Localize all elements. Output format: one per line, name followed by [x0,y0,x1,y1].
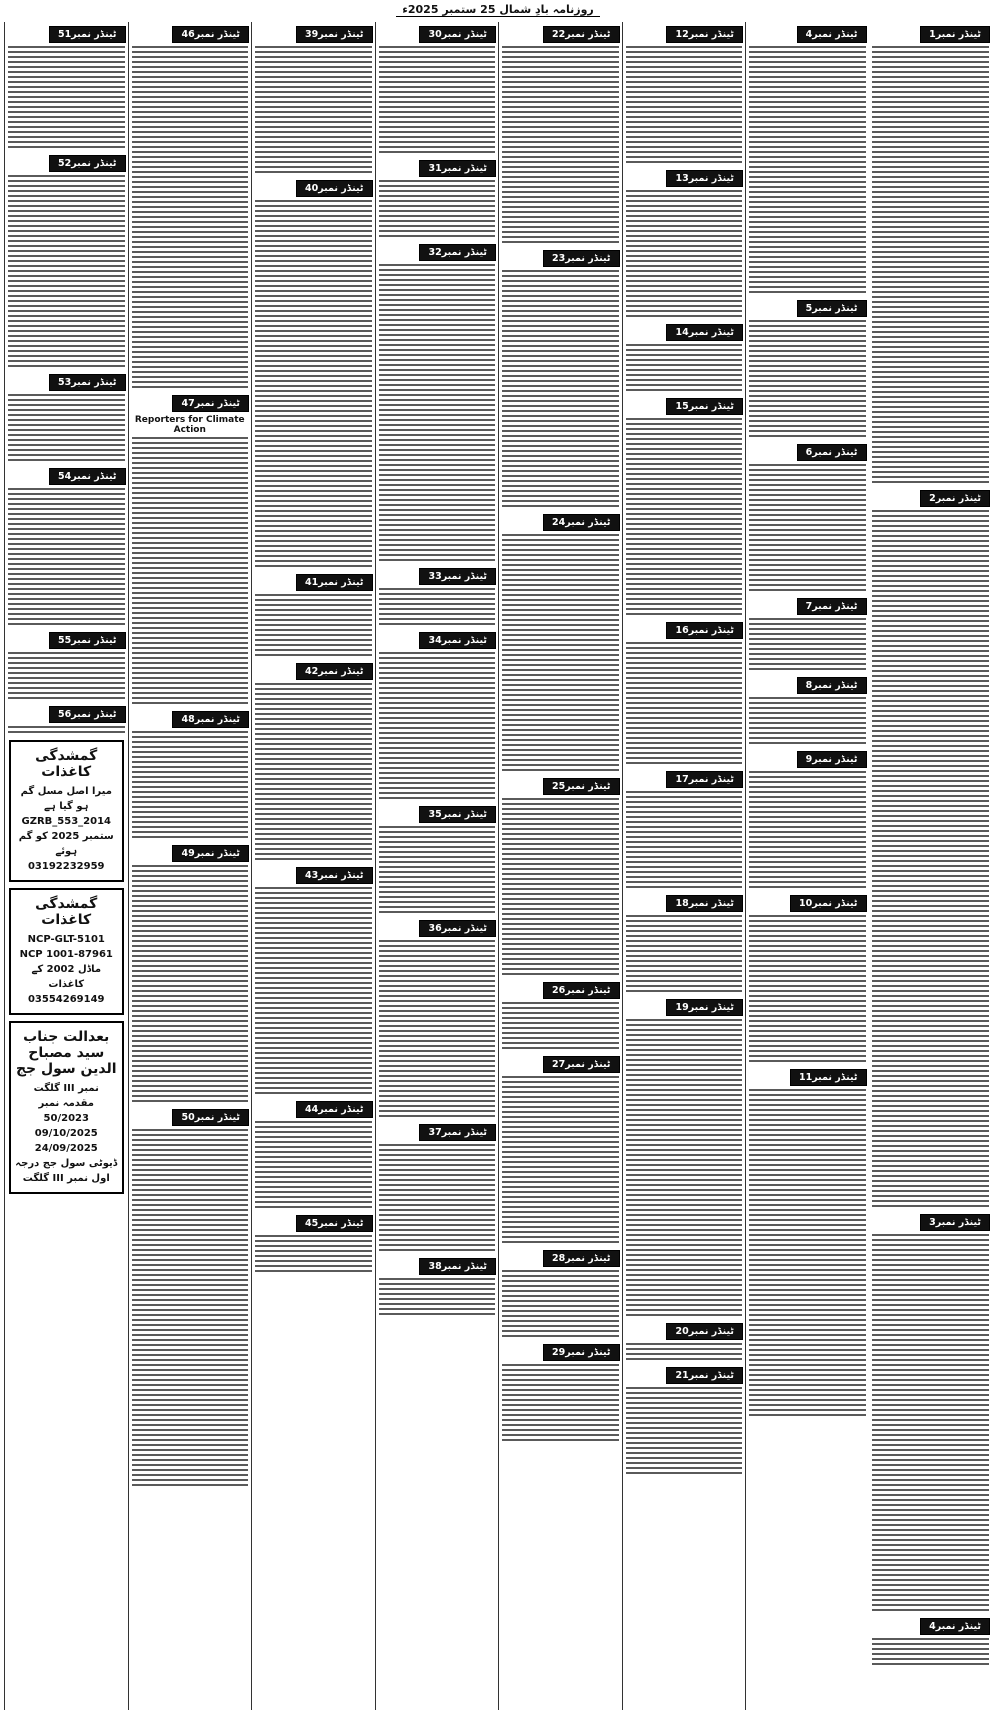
column-4 [498,22,622,1710]
tender-body-text [502,798,619,978]
tender-number-tag: ٹینڈر نمبر1 [920,26,990,43]
tender-number-tag: ٹینڈر نمبر24 [543,514,620,531]
tender-ad [378,568,497,628]
tender-body-text [749,1089,866,1419]
notice-line: ماڈل 2002 کے کاغذات [31,964,102,990]
tender-body-text [379,180,496,240]
tender-number-tag: ٹینڈر نمبر23 [543,250,620,267]
tender-body-text [255,887,372,1097]
tender-body-text [502,1076,619,1246]
tender-body-text [872,46,990,486]
tender-number-tag: ٹینڈر نمبر17 [666,771,743,788]
tender-body-text [626,791,743,891]
tender-ad [7,155,126,370]
tender-number-tag: ٹینڈر نمبر7 [797,598,867,615]
tender-body-text [255,683,372,863]
tender-body-text [132,865,249,1105]
tender-number-tag: ٹینڈر نمبر6 [797,444,867,461]
notice-line: 03554269149 [27,994,105,1005]
tender-ad [254,1215,373,1275]
tender-ad [625,771,744,891]
tender-ad [7,468,126,628]
tender-body-text [502,46,619,246]
tender-ad [501,250,620,510]
tender-number-tag: ٹینڈر نمبر51 [49,26,126,43]
tender-ad [254,1101,373,1211]
tender-ad [748,598,867,673]
tender-number-tag: ٹینڈر نمبر47 [172,395,249,412]
tender-number-tag: ٹینڈر نمبر12 [666,26,743,43]
tender-ad [625,324,744,394]
tender-number-tag: ٹینڈر نمبر10 [790,895,867,912]
tender-ad [254,574,373,659]
tender-body-text [255,46,372,176]
tender-body-text [626,642,743,767]
tender-body-text [626,190,743,320]
tender-ad [501,1344,620,1444]
tender-number-tag: ٹینڈر نمبر27 [543,1056,620,1073]
notice-box [9,740,124,882]
tender-ad [131,1109,250,1489]
tender-ad [748,444,867,594]
masthead-date: روزنامہ بادِ شمال 25 ستمبر 2025ء [396,3,600,17]
tender-body-text [379,46,496,156]
tender-ad [254,180,373,570]
tender-ad [748,751,867,891]
notice-line: NCP-GLT-5101 [27,934,105,945]
tender-ad [378,1258,497,1318]
tender-number-tag: ٹینڈر نمبر50 [172,1109,249,1126]
tender-number-tag: ٹینڈر نمبر49 [172,845,249,862]
tender-number-tag: ٹینڈر نمبر37 [419,1124,496,1141]
notice-box [9,1021,124,1194]
tender-number-tag: ٹینڈر نمبر40 [296,180,373,197]
tender-ad [378,160,497,240]
notice-line: ستمبر 2025 کو گم ہوئے [18,831,114,857]
column-8 [4,22,128,1710]
tender-body-text [749,618,866,673]
tender-body-text [255,594,372,659]
tender-number-tag: ٹینڈر نمبر35 [419,806,496,823]
tender-ad [625,26,744,166]
tender-number-tag: ٹینڈر نمبر13 [666,170,743,187]
tender-number-tag: ٹینڈر نمبر46 [172,26,249,43]
tender-number-tag: ٹینڈر نمبر8 [797,677,867,694]
tender-ad [501,1250,620,1340]
tender-ad [501,26,620,246]
tender-ad [254,663,373,863]
tender-ad [378,632,497,802]
tender-body-text [626,418,743,618]
tender-number-tag: ٹینڈر نمبر32 [419,244,496,261]
tender-number-tag: ٹینڈر نمبر9 [797,751,867,768]
tender-body-text [502,1002,619,1052]
tender-ad [871,26,991,486]
tender-number-tag: ٹینڈر نمبر3 [920,1214,990,1231]
tender-number-tag: ٹینڈر نمبر55 [49,632,126,649]
tender-body-text [872,510,990,1210]
tender-english-heading: Reporters for Climate Action [134,415,245,435]
tender-body-text [626,1387,743,1477]
tender-number-tag: ٹینڈر نمبر15 [666,398,743,415]
tender-body-text [132,1129,249,1489]
tender-number-tag: ٹینڈر نمبر14 [666,324,743,341]
notice-line: میرا اصل مسل گم ہو گیا ہے [20,786,112,812]
tender-ad [501,1056,620,1246]
column-7 [128,22,252,1710]
tender-ad [625,895,744,995]
tender-number-tag: ٹینڈر نمبر22 [543,26,620,43]
column-6 [251,22,375,1710]
tender-ad [7,26,126,151]
tender-ad [625,170,744,320]
tender-number-tag: ٹینڈر نمبر21 [666,1367,743,1384]
tender-body-text [8,488,125,628]
tender-ad [871,490,991,1210]
tender-ad [748,1069,867,1419]
tender-body-text [379,940,496,1120]
tender-number-tag: ٹینڈر نمبر39 [296,26,373,43]
tender-ad [378,26,497,156]
tender-body-text [626,915,743,995]
tender-number-tag: ٹینڈر نمبر26 [543,982,620,999]
notice-heading: گمشدگی کاغذات [35,896,98,928]
tender-number-tag: ٹینڈر نمبر38 [419,1258,496,1275]
tender-body-text [255,1235,372,1275]
notice-line: ڈیوٹی سول جج درجہ اول نمبر III گلگت [15,1158,118,1184]
tender-ad [748,895,867,1065]
tender-body-text [8,652,125,702]
tender-number-tag: ٹینڈر نمبر36 [419,920,496,937]
tender-ad [378,244,497,564]
tender-number-tag: ٹینڈر نمبر25 [543,778,620,795]
tender-body-text [255,1121,372,1211]
notice-box [9,888,124,1015]
notice-line: GZRB_553_2014 [21,816,111,827]
tender-body-text [872,1234,990,1614]
tender-body-text [379,1144,496,1254]
tender-ad [131,26,250,391]
tender-body-text [749,464,866,594]
tender-number-tag: ٹینڈر نمبر48 [172,711,249,728]
tender-body-text [132,46,249,391]
notice-line: 24/09/2025 [34,1143,98,1154]
tender-number-tag: ٹینڈر نمبر28 [543,1250,620,1267]
tender-number-tag: ٹینڈر نمبر19 [666,999,743,1016]
tender-ad [7,374,126,464]
tender-body-text [626,46,743,166]
tender-number-tag: ٹینڈر نمبر53 [49,374,126,391]
tender-number-tag: ٹینڈر نمبر34 [419,632,496,649]
tender-number-tag: ٹینڈر نمبر45 [296,1215,373,1232]
tender-body-text [626,1343,743,1363]
tender-ad [254,867,373,1097]
tender-ad [501,982,620,1052]
tender-ad [501,778,620,978]
notice-line: NCP 1001-87961 [19,949,113,960]
tender-number-tag: ٹینڈر نمبر52 [49,155,126,172]
tender-ad [625,1367,744,1477]
tender-number-tag: ٹینڈر نمبر41 [296,574,373,591]
notice-line: مقدمہ نمبر 50/2023 [38,1098,94,1124]
tender-number-tag: ٹینڈر نمبر18 [666,895,743,912]
notice-line: نمبر III گلگت [33,1083,99,1094]
tender-number-tag: ٹینڈر نمبر29 [543,1344,620,1361]
tender-body-text [749,915,866,1065]
tender-ad [378,920,497,1120]
tender-ad [131,395,250,707]
tender-body-text [132,731,249,841]
tender-number-tag: ٹینڈر نمبر31 [419,160,496,177]
tender-body-text [502,1270,619,1340]
tender-ad [131,845,250,1105]
tender-ad [378,1124,497,1254]
tender-ad [254,26,373,176]
tender-ad [131,711,250,841]
tender-body-text [749,697,866,747]
tender-body-text [379,826,496,916]
tender-number-tag: ٹینڈر نمبر33 [419,568,496,585]
tender-body-text [379,588,496,628]
tender-ad [7,706,126,734]
tender-body-text [626,1019,743,1319]
tender-body-text [749,320,866,440]
tender-ad [625,398,744,618]
tender-number-tag: ٹینڈر نمبر56 [49,706,126,723]
tender-ad [871,1618,991,1668]
tender-body-text [749,771,866,891]
tender-number-tag: ٹینڈر نمبر5 [797,300,867,317]
tender-number-tag: ٹینڈر نمبر30 [419,26,496,43]
tender-body-text [502,1364,619,1444]
tender-body-text [8,175,125,370]
tender-body-text [8,394,125,464]
masthead [0,0,996,20]
tender-body-text [255,200,372,570]
column-2 [745,22,869,1710]
tender-number-tag: ٹینڈر نمبر44 [296,1101,373,1118]
tender-ad [7,632,126,702]
tender-ad [378,806,497,916]
tender-number-tag: ٹینڈر نمبر43 [296,867,373,884]
tender-ad [625,999,744,1319]
tender-body-text [132,437,249,707]
tender-number-tag: ٹینڈر نمبر4 [797,26,867,43]
tender-body-text [379,1278,496,1318]
newspaper-page [4,22,992,1710]
notice-line: 03192232959 [27,861,105,872]
tender-number-tag: ٹینڈر نمبر42 [296,663,373,680]
tender-ad [871,1214,991,1614]
tender-body-text [872,1638,990,1668]
column-3 [622,22,746,1710]
tender-body-text [379,652,496,802]
tender-body-text [8,46,125,151]
tender-body-text [749,46,866,296]
tender-body-text [626,344,743,394]
tender-number-tag: ٹینڈر نمبر20 [666,1323,743,1340]
notice-heading: بعدالت جناب سید مصباح الدین سول جج [15,1029,117,1077]
tender-number-tag: ٹینڈر نمبر4 [920,1618,990,1635]
tender-ad [625,622,744,767]
tender-number-tag: ٹینڈر نمبر11 [790,1069,867,1086]
tender-number-tag: ٹینڈر نمبر54 [49,468,126,485]
column-1 [869,22,993,1710]
tender-body-text [502,534,619,774]
tender-number-tag: ٹینڈر نمبر16 [666,622,743,639]
notice-line: 09/10/2025 [34,1128,98,1139]
tender-ad [748,300,867,440]
tender-ad [748,677,867,747]
tender-body-text [502,270,619,510]
tender-body-text [379,264,496,564]
tender-ad [748,26,867,296]
column-5 [375,22,499,1710]
tender-ad [501,514,620,774]
tender-number-tag: ٹینڈر نمبر2 [920,490,990,507]
tender-body-text [8,726,125,734]
tender-ad [625,1323,744,1363]
notice-heading: گمشدگی کاغذات [35,748,98,780]
